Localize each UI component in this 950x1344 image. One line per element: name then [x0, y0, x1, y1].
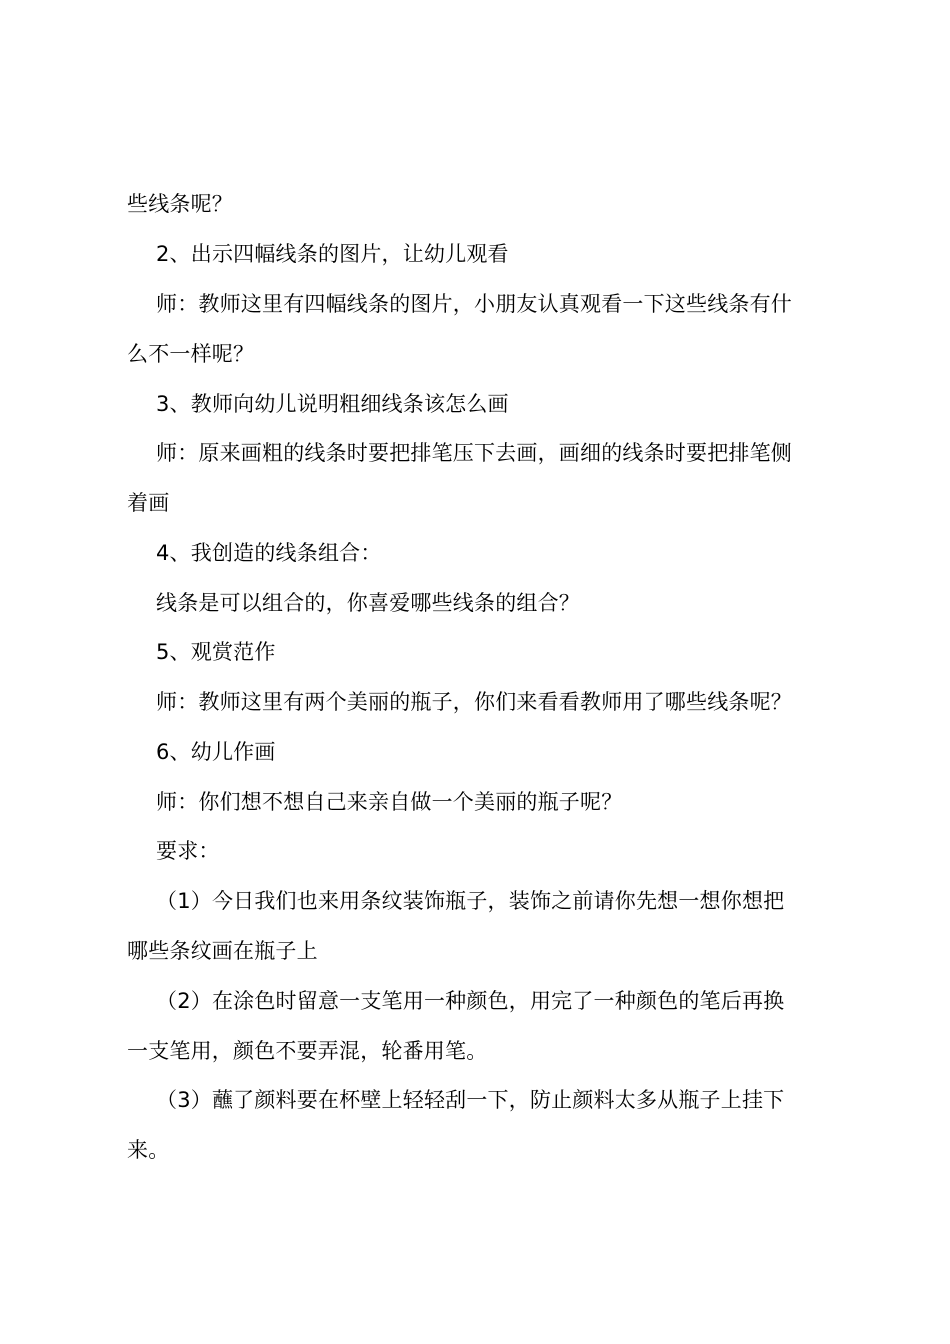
- text-line: （1）今日我们也来用条纹装饰瓶子，装饰之前请你先想一想你想把: [156, 889, 785, 913]
- text-line: 线条是可以组合的，你喜爱哪些线条的组合？: [156, 591, 580, 615]
- text-line: 么不一样呢？: [127, 342, 255, 366]
- text-line: 5、观赏范作: [156, 640, 276, 664]
- text-line: 要求：: [156, 839, 220, 863]
- text-line: 师：教师这里有四幅线条的图片，小朋友认真观看一下这些线条有什: [156, 292, 792, 316]
- text-line: 师：你们想不想自己来亲自做一个美丽的瓶子呢？: [156, 790, 623, 814]
- text-line: 师：教师这里有两个美丽的瓶子，你们来看看教师用了哪些线条呢？: [156, 690, 792, 714]
- text-line: 一支笔用，颜色不要弄混，轮番用笔。: [127, 1039, 488, 1063]
- text-line: 6、幼儿作画: [156, 740, 276, 764]
- text-line: 些线条呢？: [127, 192, 233, 216]
- text-line: 来。: [127, 1138, 170, 1162]
- text-line: 2、出示四幅线条的图片，让幼儿观看: [156, 242, 509, 266]
- text-line: 着画: [127, 491, 170, 515]
- text-line: 师：原来画粗的线条时要把排笔压下去画，画细的线条时要把排笔侧: [156, 441, 792, 465]
- text-line: （3）蘸了颜料要在杯壁上轻轻刮一下，防止颜料太多从瓶子上挂下: [156, 1088, 785, 1112]
- text-line: 哪些条纹画在瓶子上: [127, 939, 318, 963]
- text-line: 4、我创造的线条组合：: [156, 541, 382, 565]
- text-line: 3、教师向幼儿说明粗细线条该怎么画: [156, 392, 509, 416]
- text-line: （2）在涂色时留意一支笔用一种颜色，用完了一种颜色的笔后再换: [156, 989, 785, 1013]
